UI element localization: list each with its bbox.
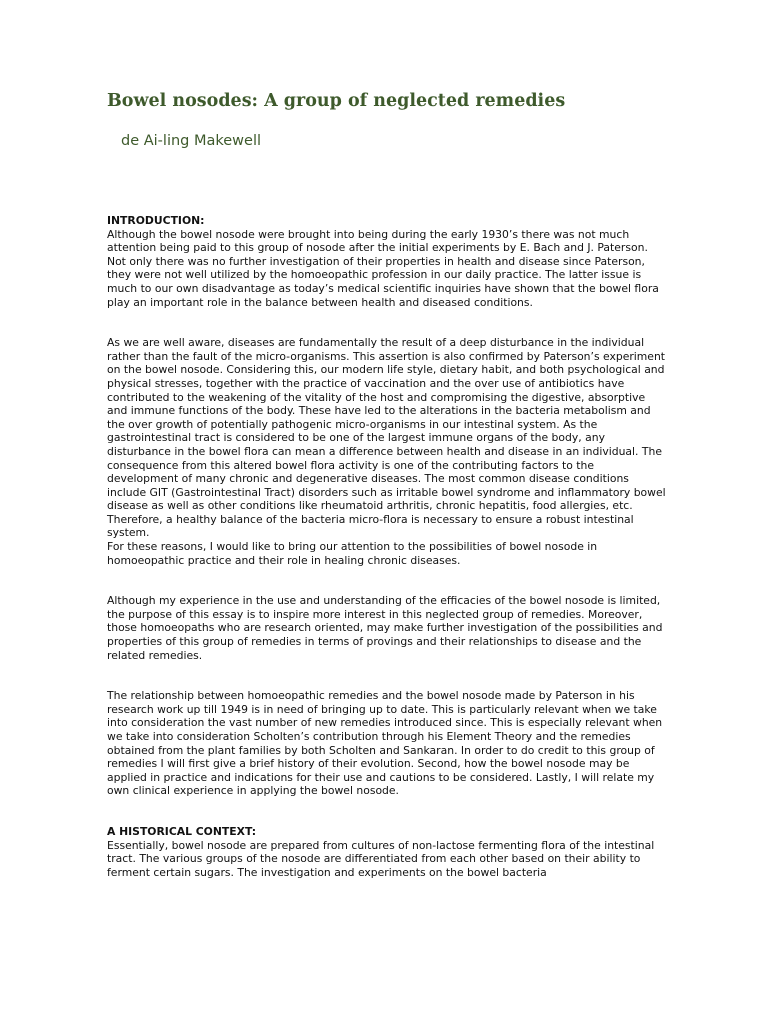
document-author: de Ai-ling Makewell bbox=[121, 133, 262, 149]
paragraph-intro-3: For these reasons, I would like to bring our attention to the possibilities of bowel nosode in homoeopathic practice and their role in healing chronic diseases. bbox=[107, 540, 598, 567]
section-heading-historical-context: A HISTORICAL CONTEXT: bbox=[107, 824, 257, 838]
section-heading-introduction: INTRODUCTION: bbox=[107, 214, 205, 227]
paragraph-gap bbox=[107, 309, 667, 336]
paragraph-intro-2: As we are well aware, diseases are fundamentally the result of a deep disturbance in the individual rather than the fault of the micro-organisms. This assertion is also confirmed by Paterson’s experiment on the bowel nosode. Considering this, our modern life style, dietary habit, and both psychological and physical stresses, together with the practice of vaccination and the over use of antibiotics have contributed to the weakening of the vitality of the host and compromising the digestive, absorptive and immune functions of the body. These have led to the alterations in the bacteria metabolism and the over growth of potentially pathogenic micro-organisms in our intestinal system. As the gastrointestinal tract is considered to be one of the largest immune organs of the body, any disturbance in the bowel flora can mean a difference between health and disease in an individual. The consequence from this altered bowel flora activity is one of the contributing factors to the development of many chronic and degenerative diseases. The most common disease conditions include GIT (Gastrointestinal Tract) disorders such as irritable bowel syndrome and inflammatory bowel disease as well as other conditions like rheumatoid arthritis, chronic hepatitis, food allergies, etc. Therefore, a healthy balance of the bacteria micro-flora is necessary to ensure a robust intestinal system. bbox=[107, 336, 666, 540]
paragraph-gap bbox=[107, 567, 667, 594]
paragraph-gap bbox=[107, 798, 667, 825]
paragraph-historical-1: Essentially, bowel nosode are prepared from cultures of non-lactose fermenting flora of the intestinal tract. The various groups of the nosode are differentiated from each other based on their ability to ferment certain sugars. The investigation and experiments on the bowel bacteria bbox=[107, 838, 655, 879]
document-body bbox=[107, 214, 667, 879]
document-title: Bowel nosodes: A group of neglected remedies bbox=[107, 91, 566, 111]
paragraph-gap bbox=[107, 662, 667, 689]
paragraph-intro-4: Although my experience in the use and understanding of the efficacies of the bowel nosode is limited, the purpose of this essay is to inspire more interest in this neglected group of remedies. Moreover, those homoeopaths who are research oriented, may make further investigation of the possibilities and properties of this group of remedies in terms of provings and their relationships to disease and the related remedies. bbox=[107, 594, 663, 662]
paragraph-intro-1: Although the bowel nosode were brought into being during the early 1930’s there was not much attention being paid to this group of nosode after the initial experiments by E. Bach and J. Paterson. Not only there was no further investigation of their properties in health and disease since Paterson, they were not well utilized by the homoeopathic profession in our daily practice. The latter issue is much to our own disadvantage as today’s medical scientific inquiries have shown that the bowel flora play an important role in the balance between health and diseased conditions. bbox=[107, 227, 659, 309]
paragraph-intro-5: The relationship between homoeopathic remedies and the bowel nosode made by Paterson in his research work up till 1949 is in need of bringing up to date. This is particularly relevant when we take into consideration the vast number of new remedies introduced since. This is especially relevant when we take into consideration Scholten’s contribution through his Element Theory and the remedies obtained from the plant families by both Scholten and Sankaran. In order to do credit to this group of remedies I will first give a brief history of their evolution. Second, how the bowel nosode may be applied in practice and indications for their use and cautions to be considered. Lastly, I will relate my own clinical experience in applying the bowel nosode. bbox=[107, 689, 663, 798]
